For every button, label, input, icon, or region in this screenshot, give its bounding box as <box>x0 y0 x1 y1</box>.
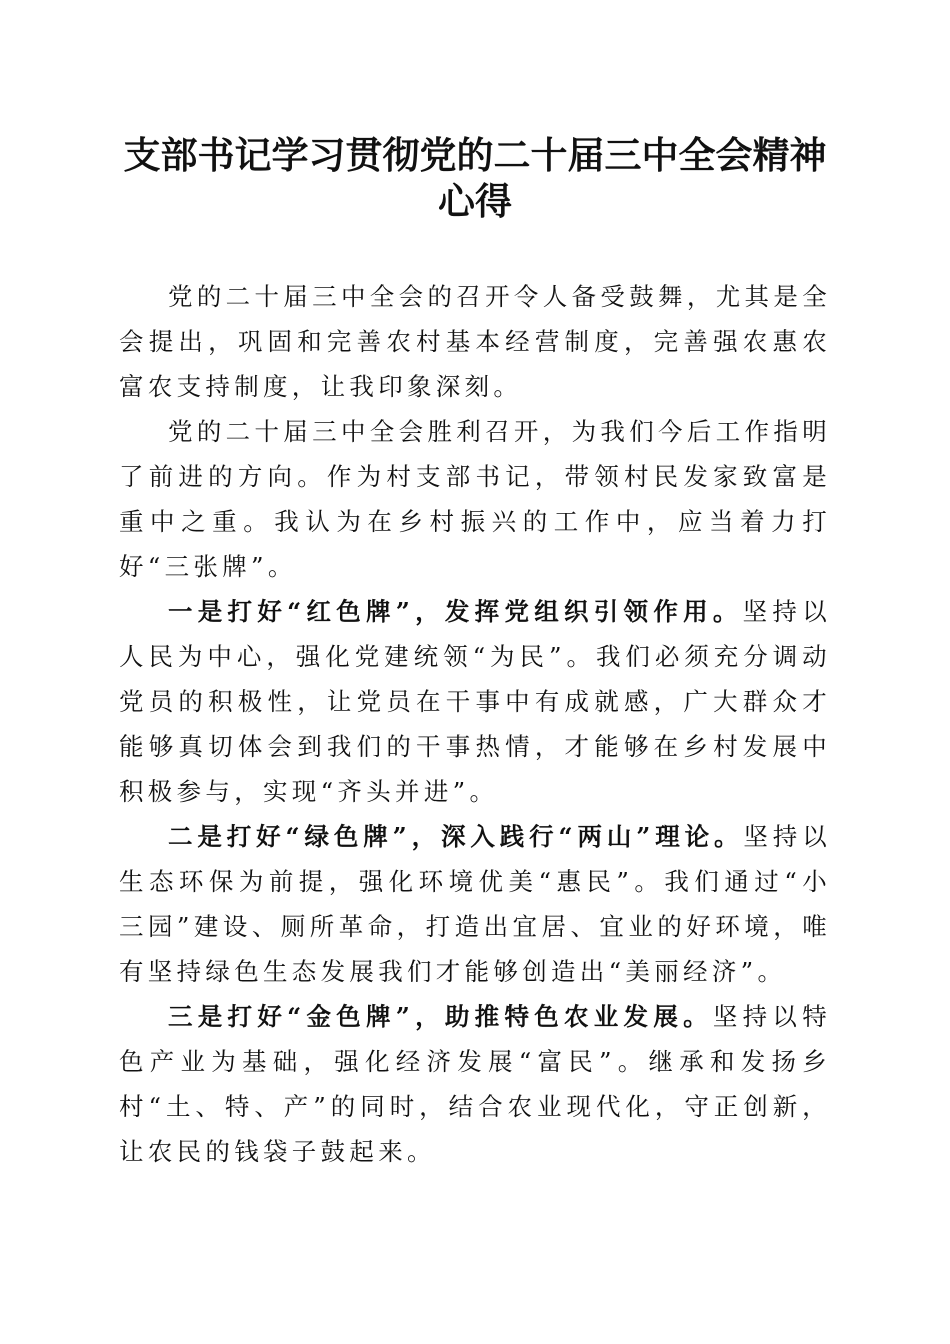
paragraph-5 <box>119 994 831 1174</box>
paragraph-4 <box>119 814 831 994</box>
paragraph-5-lead: 三是打好“金色牌”，助推特色农业发展。 <box>168 1002 713 1031</box>
document-body <box>119 274 831 1174</box>
paragraph-4-text: 坚持以生态环保为前提，强化环境优美“惠民”。我们通过“小三园”建设、厕所革命，打造出宜居、宜业的好环境，唯有坚持绿色生态发展我们才能够创造出“美丽经济”。 <box>119 822 831 986</box>
paragraph-3-text: 坚持以人民为中心，强化党建统领“为民”。我们必须充分调动党员的积极性，让党员在干事中有成就感，广大群众才能够真切体会到我们的干事热情，才能够在乡村发展中积极参与，实现“齐头并进”。 <box>119 597 832 806</box>
paragraph-1 <box>119 274 831 409</box>
paragraph-3 <box>119 589 831 814</box>
document-title: 支部书记学习贯彻党的二十届三中全会精神心得 <box>123 133 827 223</box>
paragraph-2 <box>119 409 831 589</box>
paragraph-5-text: 坚持以特色产业为基础，强化经济发展“富民”。继承和发扬乡村“土、特、产”的同时，结合农业现代化，守正创新，让农民的钱袋子鼓起来。 <box>119 1002 831 1166</box>
paragraph-2-text: 党的二十届三中全会胜利召开，为我们今后工作指明了前进的方向。作为村支部书记，带领村民发家致富是重中之重。我认为在乡村振兴的工作中，应当着力打好“三张牌”。 <box>119 417 831 581</box>
paragraph-1-text: 党的二十届三中全会的召开令人备受鼓舞，尤其是全会提出，巩固和完善农村基本经营制度，完善强农惠农富农支持制度，让我印象深刻。 <box>119 282 831 401</box>
paragraph-4-lead: 二是打好“绿色牌”，深入践行“两山”理论。 <box>168 822 744 851</box>
paragraph-3-lead: 一是打好“红色牌”，发挥党组织引领作用。 <box>168 597 743 626</box>
